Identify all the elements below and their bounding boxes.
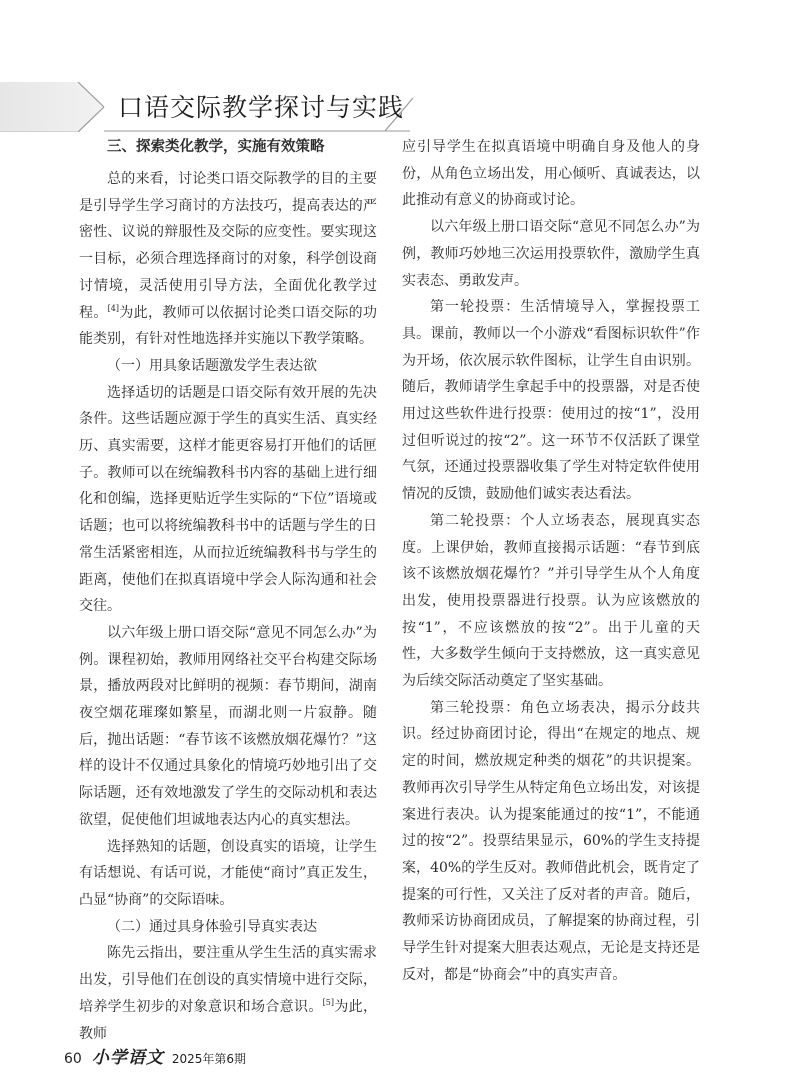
- citation-ref: [4]: [107, 303, 120, 313]
- paragraph: [79, 166, 377, 353]
- paragraph: 以六年级上册口语交际“意见不同怎么办”为例。课程初始，教师用网络社交平台构建交际场景，播放两段对比鲜明的视频：春节期间，湖南夜空烟花璀璨如繁星，而湖北则一片寂静。随后，抛出话题：“春节该不该燃放烟花爆竹？”这样的设计不仅通过具象化的情境巧妙地引出了交际话题，还有效地激发了学生的交际动机和表达欲望，促使他们坦诚地表达内心的真实想法。: [79, 624, 377, 828]
- left-column: [79, 134, 377, 1047]
- subsection-heading: （一）用具象话题激发学生表达欲: [107, 357, 317, 374]
- page-title: 口语交际教学探讨与实践: [118, 93, 405, 122]
- right-column: [402, 134, 700, 989]
- paragraph: 选择适切的话题是口语交际有效开展的先决条件。这些话题应源于学生的真实生活、真实经历、真实需要，这样才能更容易打开他们的话匣子。教师可以在统编教科书内容的基础上进行细化和创编，选择更贴近学生实际的“下位”语境或话题；也可以将统编教科书中的话题与学生的日常生活紧密相连，从而拉近统编教科书与学生的距离，使他们在拟真语境中学会人际沟通和社会交往。: [79, 384, 377, 615]
- paragraph: 第二轮投票：个人立场表态，展现真实态度。上课伊始，教师直接揭示话题：“春节到底该不该燃放烟花爆竹？”并引导学生从个人角度出发，使用投票器进行投票。认为应该燃放的按“1”，不应该燃放的按“2”。出于儿童的天性，大多数学生倾向于支持燃放，这一真实意见为后续交际活动奠定了坚实基础。: [402, 512, 700, 690]
- section-heading: 三、探索类化教学，实施有效策略: [107, 139, 325, 155]
- subsection-heading: （二）通过具身体验引导真实表达: [107, 918, 317, 935]
- paragraph: 第三轮投票：角色立场表决，揭示分歧共识。经过协商团讨论，得出“在规定的地点、规定的时间，燃放规定种类的烟花”的共识提案。教师再次引导学生从特定角色立场出发，对该提案进行表决。认为提案能通过的按“1”，不能通过的按“2”。投票结果显示，60%的学生支持提案，40%的学生反对。教师借此机会，既肯定了提案的可行性，又关注了反对者的声音。随后，教师采访协商团成员，了解提案的协商过程，引导学生针对提案大胆表达观点，无论是支持还是反对，都是“协商会”中的真实声音。: [402, 699, 700, 983]
- issue-label: 2025年第6期: [171, 1052, 247, 1066]
- paragraph: 应引导学生在拟真语境中明确自身及他人的身份，从角色立场出发，用心倾听、真诚表达，以此推动有意义的协商或讨论。: [402, 139, 700, 209]
- paragraph: 选择熟知的话题，创设真实的语境，让学生有话想说、有话可说，才能使“商讨”真正发生，凸显“协商”的交际语味。: [79, 838, 377, 908]
- paragraph-text: 为此，教师: [79, 998, 378, 1042]
- paragraph: 以六年级上册口语交际“意见不同怎么办”为例，教师巧妙地三次运用投票软件，激励学生真实表态、勇敢发声。: [402, 219, 700, 289]
- citation-ref: [5]: [322, 997, 335, 1007]
- page-footer: [64, 1043, 247, 1068]
- page-number: 60: [64, 1051, 82, 1067]
- paragraph: [79, 940, 377, 1047]
- paragraph-text: 为此，教师可以依据讨论类口语交际的功能类别，有针对性地选择并实施以下教学策略。: [79, 304, 378, 348]
- paragraph-text: 总的来看，讨论类口语交际教学的目的主要是引导学生学习商讨的方法技巧，提高表达的严密性、议说的辩服性及交际的应变性。要实现这一目标，必须合理选择商讨的对象，科学创设商讨情境，灵活使用引导方法，全面优化教学过程。: [79, 171, 377, 321]
- magazine-logo: 小学语文: [91, 1048, 164, 1068]
- paragraph-text: 陈先云指出，要注重从学生生活的真实需求出发，引导他们在创设的真实情境中进行交际，培养学生初步的对象意识和场合意识。: [79, 945, 377, 1015]
- paragraph: 第一轮投票：生活情境导入，掌握投票工具。课前，教师以一个小游戏“看图标识软件”作为开场，依次展示软件图标，让学生自由识别。随后，教师请学生拿起手中的投票器，对是否使用过这些软件进行投票：使用过的按“1”，没用过但听说过的按“2”。这一环节不仅活跃了课堂气氛，还通过投票器收集了学生对特定软件使用情况的反馈，鼓励他们诚实表达看法。: [402, 299, 700, 503]
